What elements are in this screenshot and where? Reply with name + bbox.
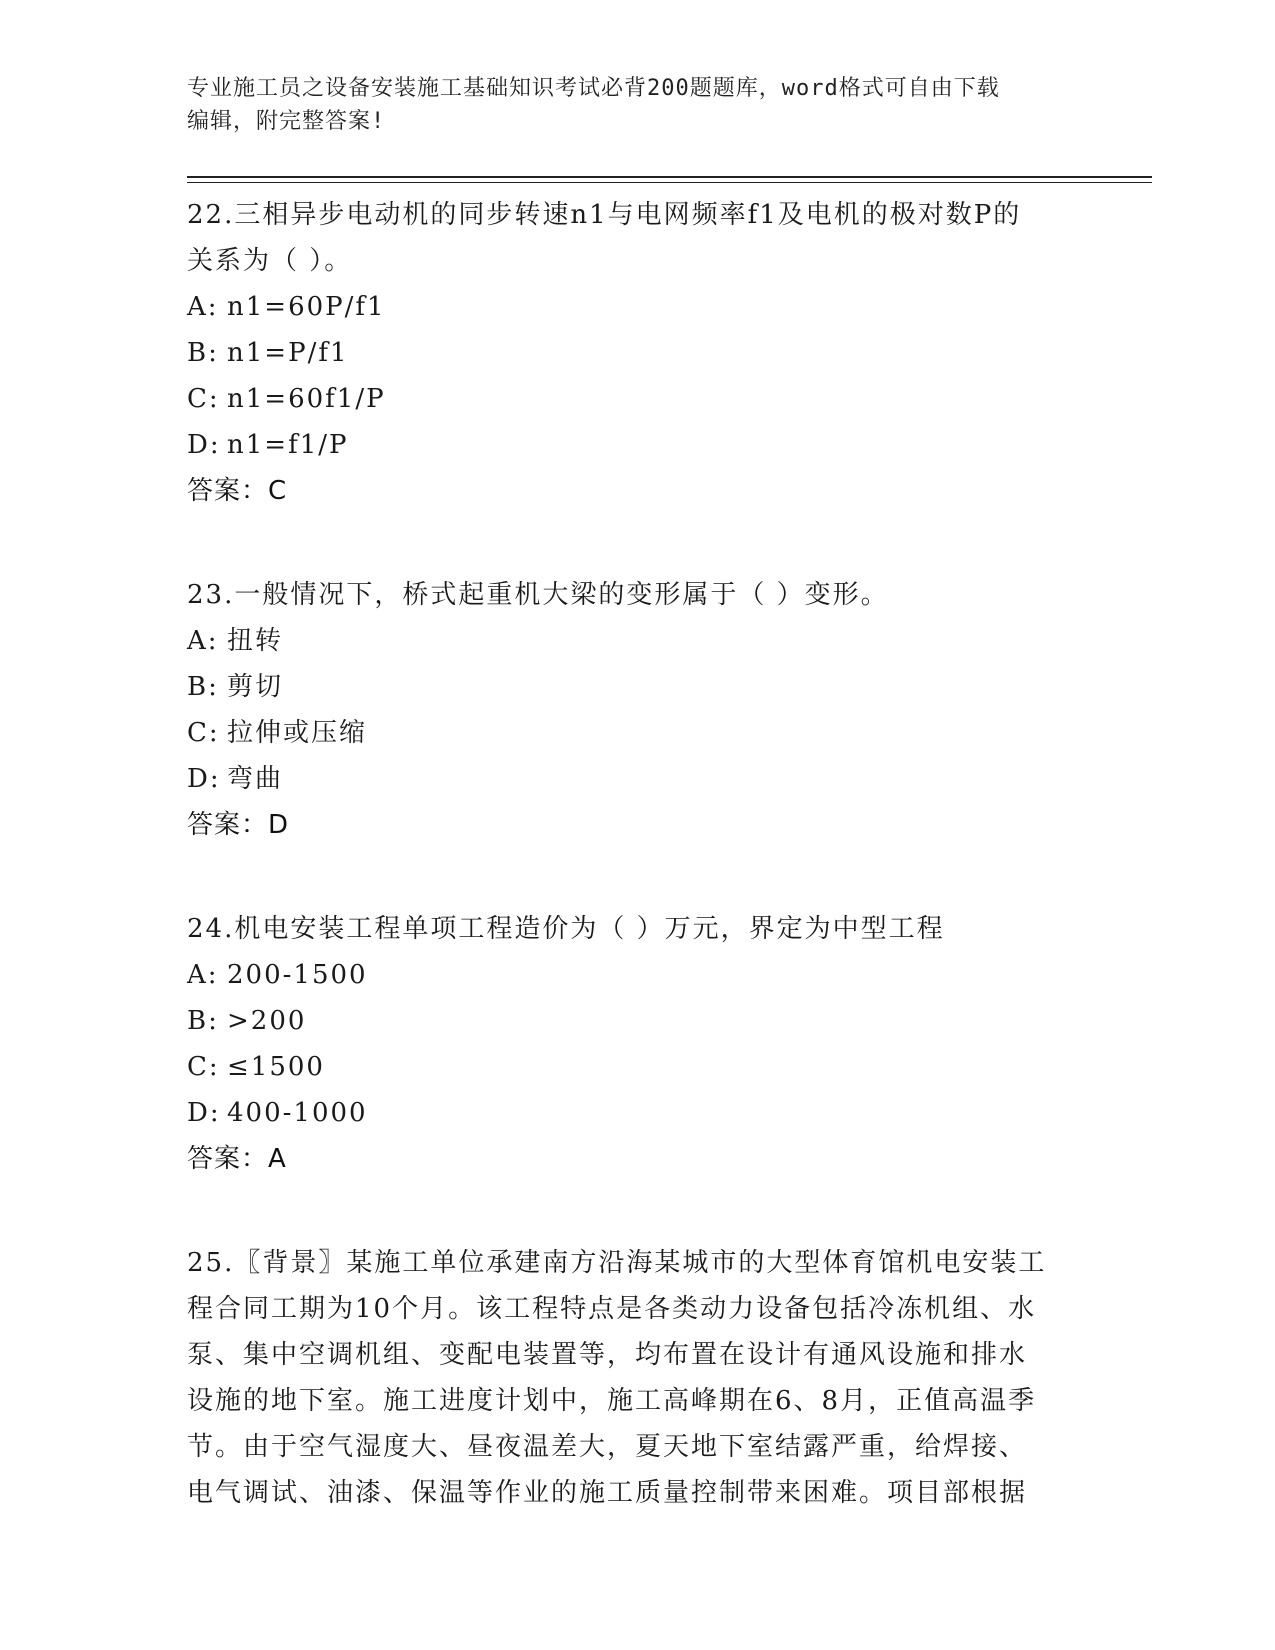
- option-d: [187, 422, 1087, 468]
- question-stem: 23.一般情况下，桥式起重机大梁的变形属于（ ）变形。: [187, 580, 889, 610]
- case-text-line: 电气调试、油漆、保温等作业的施工质量控制带来困难。项目部根据: [187, 1478, 1028, 1508]
- question-stem: 22.三相异步电动机的同步转速n1与电网频率f1及电机的极对数P的: [187, 200, 1022, 230]
- option-text: n1=60P/f1: [227, 292, 386, 322]
- answer-line: 答案：A: [187, 1144, 287, 1174]
- spacer: [187, 848, 1087, 906]
- option-key: B:: [187, 338, 219, 368]
- case-text-line: 设施的地下室。施工进度计划中，施工高峰期在6、8月，正值高温季: [187, 1386, 1037, 1416]
- option-key: D:: [187, 430, 221, 460]
- option-d: [187, 756, 1087, 802]
- option-key: A:: [187, 292, 219, 322]
- option-b: [187, 330, 1087, 376]
- option-key: B:: [187, 1006, 219, 1036]
- option-text: ≤1500: [227, 1052, 325, 1082]
- case-text-line: 节。由于空气湿度大、昼夜温差大，夏天地下室结露严重，给焊接、: [187, 1432, 1028, 1462]
- option-c: [187, 1044, 1087, 1090]
- option-text: 剪切: [227, 672, 284, 702]
- option-text: >200: [227, 1006, 307, 1036]
- option-a: [187, 952, 1087, 998]
- option-b: [187, 998, 1087, 1044]
- document-header: [187, 72, 1067, 138]
- option-text: n1=P/f1: [227, 338, 349, 368]
- option-a: [187, 284, 1087, 330]
- spacer: [187, 514, 1087, 572]
- case-text-line: 泵、集中空调机组、变配电装置等，均布置在设计有通风设施和排水: [187, 1340, 1028, 1370]
- option-text: 拉伸或压缩: [227, 718, 368, 748]
- question-22: [187, 192, 1087, 514]
- question-23: [187, 572, 1087, 848]
- header-line-1: 专业施工员之设备安装施工基础知识考试必背200题题库，word格式可自由下载: [187, 76, 1000, 101]
- option-key: C:: [187, 1052, 220, 1082]
- option-c: [187, 376, 1087, 422]
- option-text: 弯曲: [227, 764, 284, 794]
- question-25: [187, 1240, 1087, 1516]
- option-a: [187, 618, 1087, 664]
- header-divider-thick: [187, 176, 1152, 178]
- option-text: 扭转: [227, 626, 284, 656]
- question-list: [187, 192, 1087, 1516]
- option-key: C:: [187, 718, 220, 748]
- option-text: n1=f1/P: [227, 430, 349, 460]
- option-d: [187, 1090, 1087, 1136]
- option-key: A:: [187, 626, 219, 656]
- question-24: [187, 906, 1087, 1182]
- option-key: A:: [187, 960, 219, 990]
- case-text-line: 程合同工期为10个月。该工程特点是各类动力设备包括冷冻机组、水: [187, 1294, 1037, 1324]
- option-key: C:: [187, 384, 220, 414]
- option-text: 400-1000: [227, 1098, 368, 1128]
- option-key: D:: [187, 1098, 221, 1128]
- question-stem: 24.机电安装工程单项工程造价为（ ）万元，界定为中型工程: [187, 914, 945, 944]
- header-divider-thin: [187, 182, 1152, 183]
- option-b: [187, 664, 1087, 710]
- answer-line: 答案：C: [187, 476, 288, 506]
- option-text: n1=60f1/P: [227, 384, 386, 414]
- case-text-line: 25.〖背景〗某施工单位承建南方沿海某城市的大型体育馆机电安装工: [187, 1248, 1047, 1278]
- spacer: [187, 1182, 1087, 1240]
- header-line-2: 编辑，附完整答案!: [187, 109, 386, 134]
- option-c: [187, 710, 1087, 756]
- option-key: D:: [187, 764, 221, 794]
- option-text: 200-1500: [227, 960, 368, 990]
- option-key: B:: [187, 672, 219, 702]
- question-stem-continued: 关系为（ ）。: [187, 246, 353, 276]
- answer-line: 答案：D: [187, 810, 290, 840]
